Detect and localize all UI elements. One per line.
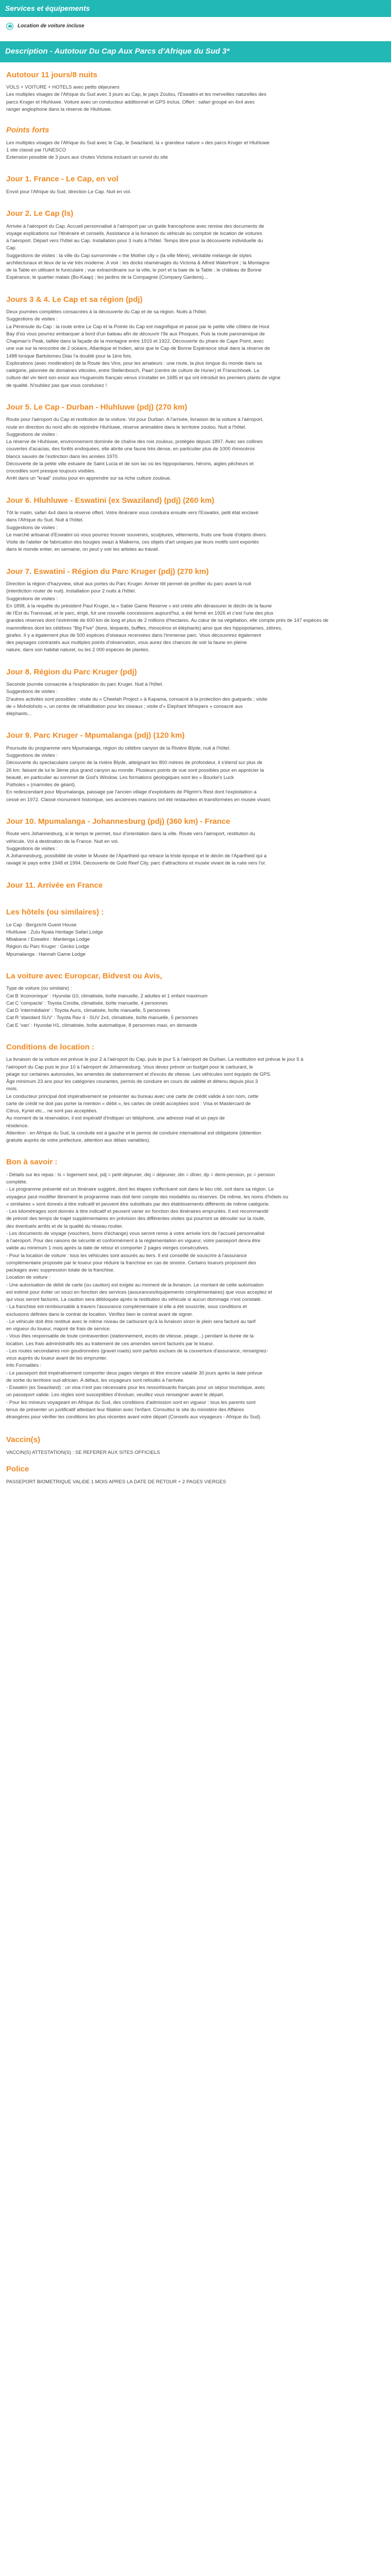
- day-line: de qualité. N'oubliez pas que vous conduisez !: [6, 382, 107, 388]
- day-line: Potholes » (marmites de géant).: [6, 782, 76, 788]
- tip-line: - Les documents de voyage (vouchers, bons d'échange) vous seront remis à votre arrivée lors de l'accueil personnalisé: [6, 1230, 265, 1236]
- tip-line: complémentaire proposée par le loueur pour réduire la franchise en cas de sinistre. Certains loueurs proposent des: [6, 1260, 256, 1266]
- day-lines: [6, 223, 385, 282]
- intro-line: parcs Kruger et Hluhluwe. Voiture avec un conducteur additionnel et GPS inclus. Offert : safari groupé en 4x4 avec: [6, 99, 255, 105]
- tip-line: - Détails sur les repas : ls = logement seul, pdj = petit déjeuner, dej = déjeuner, din = dîner, dp = demi-pension, pc = pension: [6, 1172, 275, 1178]
- day-line: Chapman's Peak, taillée dans la façade de la montagne entre 1915 et 1922. Découverte du phare de Cape Point, avec: [6, 338, 264, 344]
- day-line: Suggestions de visites :: [6, 316, 58, 323]
- day-title: Jour 6. Hluhluwe - Eswatini (ex Swaziland) (pdj) (260 km): [6, 496, 215, 505]
- car-icon: [6, 23, 13, 30]
- day-line: de la Table en utilisant le funiculaire ; vue extraordinaire sur la ville, le port et la baie de la Table ; le château de Bonne: [6, 267, 262, 273]
- day-line: cessé en 1972. Classé monument historique, ses anciennes maisons ont été restaurées et transformées en musée vivant.: [6, 796, 271, 803]
- day-lines: [6, 189, 385, 196]
- tip-line: Info Formalités :: [6, 1363, 42, 1369]
- points-lines: [6, 140, 385, 162]
- tip-line: étrangères pour vérifier les conditions les plus récentes avant votre départ (Conseils aux voyageurs - Afrique du Sud).: [6, 1414, 262, 1420]
- hotel-line: Mbabane / Eswatini : Mantenga Lodge: [6, 937, 90, 942]
- day-block: [6, 730, 385, 804]
- day-line: Route vers Johannesburg, si le temps le permet, tour d'orientation dans la ville. Route vers l'aéroport, restitution du: [6, 831, 255, 837]
- day-block: [6, 667, 385, 718]
- tip-line: de sortie du territoire sud-africain. A défaut, les voyageurs sont refoulés à l'arrivée.: [6, 1377, 185, 1383]
- day-line: Suggestions de visites : la ville du Cap surnommée « the Mother city » (la ville Mère), véritable mélange de styles: [6, 252, 252, 259]
- day-line: dans le monde entier, en semaine, on peut y voir les artistes au travail.: [6, 547, 159, 553]
- day-line: A Johannesburg, possibilité de visiter le Musée de l'Apartheid qui retrace la triste époque et le déclin de l'Apartheid qui a: [6, 853, 267, 859]
- day-block: [6, 174, 385, 196]
- hotels-section: [0, 907, 391, 958]
- tip-line: tenus de présenter un justificatif attestant leur filiation avec l'enfant. Consultez le site du ministère des Affaires: [6, 1406, 245, 1413]
- hotels-list: [6, 922, 385, 958]
- points-line: 1 site classé par l'UNESCO: [6, 147, 66, 153]
- day-line: Visite de l'atelier de fabrication des bougies swazi à Malkerns, ces objets d'art uniques par leurs motifs sont exportés: [6, 539, 259, 545]
- days-section: [0, 174, 391, 891]
- day-line: couvertes d'acacias, des forêts endoquées, elle abrite une faune très dense, en particulier plus de 1000 rhinocéros: [6, 446, 255, 452]
- day-line: de « Moholoholo », un centre de réhabilitation pour les oiseaux ; visite d'« Elephant Whispers » consacré aux: [6, 703, 243, 709]
- day-line: crocodiles sont presque toujours visibles.: [6, 468, 96, 474]
- car-line: Cat C 'compacte' : Toyota Corolla, climatisée, boîte manuelle, 4 personnes: [6, 1000, 168, 1006]
- day-line: dans l'Afrique du Sud. Nuit à l'hôtel.: [6, 517, 84, 523]
- hotel-line: Le Cap : Bergzicht Guest House: [6, 922, 77, 928]
- tip-line: - Une autorisation de débit de carte (ou caution) est exigée au moment de la livraison. Le montant de cette autorisation: [6, 1282, 264, 1288]
- condition-line: La livraison de la voiture est prévue le jour 2 à l'aéroport du Cap, puis le jour 5 à l'aéroport de Durban. La restitution est prévue le jour 5 à: [6, 1057, 304, 1063]
- day-line: des paysages contrastés aux multiples points d'observation, vous aurez des chances de voir la faune en pleine: [6, 640, 247, 646]
- conditions-title: Conditions de location :: [6, 1042, 94, 1052]
- services-banner: [0, 0, 391, 17]
- day-lines: [6, 681, 385, 718]
- condition-line: l'aéroport du Cap puis le jour 10 à l'aéroport de Johannesburg. Vous devez prévoir un budget pour le carburant, le: [6, 1064, 253, 1070]
- day-line: Direction la région d'hazyview, situé aux portes du Parc Kruger. Arriver tôt permet de profiter du parc avant la nuit: [6, 581, 251, 587]
- day-line: Suggestions de visites :: [6, 431, 58, 437]
- day-line: Tôt le matin, safari 4x4 dans la réserve offert. Votre itinéraire vous conduira ensuite vers l'Eswatini, petit état enclavé: [6, 510, 259, 516]
- tips-title: Bon à savoir :: [6, 1158, 58, 1167]
- day-block: [6, 880, 385, 892]
- intro-line: ranger anglophone dans la réserve de Hluhluwe.: [6, 106, 112, 112]
- tip-line: - La franchise est remboursable à travers l'assurance complémentaire si elle a été souscrite, sous conditions et: [6, 1304, 247, 1310]
- description-title: Description - Autotour Du Cap Aux Parcs d'Afrique du Sud 3*: [5, 47, 230, 56]
- day-line: catégorie, jalonnée de domaines viticoles, entre Stellenbosch, Paarl (centre de culture de Huner) et Franschhoek. La: [6, 368, 259, 374]
- day-line: Espérance, le quartier malais (Bo-Kaap) ; les jardins de la Compagnie (Company Gardens)...: [6, 275, 208, 281]
- tip-line: des éventuels arrêts et de la qualité du réseau routier.: [6, 1223, 123, 1229]
- tip-line: packages avec suppression totale de la franchise.: [6, 1267, 115, 1273]
- car-line: Cat E 'van' : Hyundai H1, climatisée, boîte automatique, 8 personnes maxi, en demande: [6, 1022, 198, 1028]
- day-lines: [6, 581, 385, 654]
- hotel-line: Région du Parc Kruger : Gecko Lodge: [6, 944, 90, 950]
- tip-line: en vigueur du loueur, majoré de frais de service.: [6, 1326, 111, 1332]
- tip-line: - Pour la location de voiture : tous les véhicules sont assurés au tiers. Il est conseillé de souscrire à l'assurance: [6, 1252, 247, 1259]
- condition-line: Âge minimum 23 ans pour les catégories courantes, permis de conduire en cours de validité et détenu depuis plus 3: [6, 1079, 258, 1084]
- condition-line: mois.: [6, 1086, 18, 1092]
- condition-line: péage sur certaines autoroutes, les amendes de stationnement et d'excès de vitesse. Les véhicules sont équipés de GPS.: [6, 1071, 272, 1077]
- day-block: [6, 402, 385, 483]
- tip-line: à l'aéroport. Pour des raisons de sécurité et conformément à la réglementation en vigueur, votre passeport devra être: [6, 1238, 260, 1244]
- day-title: Jour 11. Arrivée en France: [6, 880, 103, 890]
- tips-section: [0, 1157, 391, 1421]
- tip-line: - Le véhicule doit être restitué avec le même niveau de carburant qu'à la livraison sinon le plein sera facturé au tarif: [6, 1318, 256, 1325]
- tip-line: location. Les frais administratifs liés au traitement de ces amendes seront facturés par le loueur.: [6, 1341, 214, 1347]
- day-line: La réserve de Hluhluwe, environnement dominée de chaîne des rois zoulous, protégée depuis 1897. Avec ses collines: [6, 439, 263, 445]
- condition-line: Au moment de la réservation, il est impératif d'indiquer un téléphone, une adresse mail et un pays de: [6, 1115, 225, 1122]
- day-line: D'autres activités sont possibles : visite du « Cheetah Project » à Kapama, consacré à la protection des guépards ; visite: [6, 696, 268, 702]
- tip-line: qui vous seront facturés. La caution sera débloquée après la restitution du véhicule si aucun dommage n'est constaté.: [6, 1297, 262, 1302]
- hotel-line: Hluhluwe : Zulu Nyala Heritage Safari Lodge: [6, 929, 103, 935]
- location-included: [0, 20, 391, 38]
- day-block: [6, 208, 385, 282]
- police-text: PASSEPORT BIOMETRIQUE VALIDE 1 MOIS APRES LA DATE DE RETOUR + 2 PAGES VIERGES: [6, 1479, 226, 1485]
- condition-line: Citrus, Kyriel etc... ne sont pas acceptées.: [6, 1108, 98, 1114]
- day-line: girafes. Il y a également plus de 500 espèces d'oiseaux recensées dans l'immense parc. Vous découvrirez également: [6, 632, 262, 638]
- tip-line: exclusions définies dans le contrat de location. Vérifiez bien le contrat avant de signer.: [6, 1311, 193, 1317]
- day-line: blancs sauvés de l'extinction dans les années 1970.: [6, 453, 119, 460]
- intro-section: [0, 70, 391, 162]
- tip-line: est estimé pour éviter un souci en fonction des services (assurances/équipements complémentaires) que vous acceptez et: [6, 1289, 272, 1295]
- condition-line: carte de crédit ne doit pas porter la mention « débit », les cartes de crédit acceptées sont : Visa et Mastercard de: [6, 1100, 251, 1107]
- day-line: 26 km. faisant de lui le 3ème plus grand canyon au monde. Plusieurs points de vue sont possibles pour en apprécier la: [6, 767, 264, 773]
- day-line: Explorations (avec modération) de la Route des Vins, pour les amateurs : une route, la plus longue du monde dans sa: [6, 360, 262, 366]
- day-line: Suggestions de visites :: [6, 524, 58, 531]
- condition-line: Le conducteur principal doit impérativement se présenter au bureau avec une carte de crédit valide à son nom, cette: [6, 1093, 259, 1099]
- tips-lines: [6, 1172, 385, 1421]
- day-line: Envol pour l'Afrique du Sud, direction Le Cap. Nuit en vol.: [6, 189, 132, 195]
- vaccines-section: [0, 1434, 391, 1456]
- day-line: (interdiction router de nuit). Installation pour 2 nuits à l'hôtel.: [6, 588, 136, 595]
- day-title: Jour 7. Eswatini - Région du Parc Kruger (pdj) (270 km): [6, 567, 209, 576]
- day-line: beauté, en particulier au sommet de God's Window. Les formations géologiques sont les « Bourke's Luck: [6, 774, 234, 781]
- day-line: route en direction du nord afin de rejoindre Hluhluwe, réserve animalière dans le territoire zoulou. Nuit à l'hôtel.: [6, 424, 247, 430]
- day-line: 1488 lorsque Bartolomeu Dias l'a doublé pour la 1ère fois.: [6, 353, 133, 359]
- hotels-title: Les hôtels (ou similaires) :: [6, 908, 104, 917]
- car-line: Cat B 'économique' : Hyundai i10, climatisée, boîte manuelle, 2 adultes et 1 enfant maximum: [6, 993, 208, 999]
- tip-line: - Eswatini (ex Swaziland) : un visa n'est pas nécessaire pour les ressortissants français pour un séjour touristique, avec: [6, 1385, 265, 1391]
- day-line: Suggestions de visites :: [6, 753, 58, 758]
- day-title: Jour 5. Le Cap - Durban - Hluhluwe (pdj) (270 km): [6, 402, 187, 412]
- day-line: véhicule. Vol à destination de la France. Nuit en vol.: [6, 838, 119, 844]
- day-line: mammifères dont les célèbres "Big Five" (lions, léopards, buffles, rhinocéros et éléphants) ainsi que des hippopotames, zèbres,: [6, 625, 283, 631]
- tip-line: - Le programme présenté est un itinéraire suggéré, dont les étapes s'effectuent soit dans le lieu cité, soit dans sa région. Le: [6, 1187, 274, 1193]
- day-line: Découverte de la petite ville estuaire de Saint Lucia et de son lac où les hippopotames, hérons, aigles pêcheurs et: [6, 461, 254, 467]
- day-line: Cap.: [6, 245, 17, 251]
- tip-line: « similaires » sont donnés à titre indicatif et peuvent être substitués par des établissements différents de même catégorie.: [6, 1201, 270, 1207]
- day-block: [6, 294, 385, 389]
- day-line: culture del vin tient son essor aux Huguenots français venus s'installer en 1685 et qui ont introduit les premiers plants de vigne: [6, 375, 281, 381]
- day-line: Poursuite du programme vers Mpumalanga, région du célèbre canyon de la Rivière Blyde, nuit à l'hôtel.: [6, 745, 231, 751]
- day-block: [6, 566, 385, 654]
- day-line: En redescendant pour Mpumalanga, passage par l'ancien village d'exploitants de Pilgrim's Rest dont l'exploitation a: [6, 789, 257, 795]
- day-line: Suggestions de visites :: [6, 845, 58, 852]
- day-line: Bay d'où vous pourrez embarquer à bord d'un bateau afin de découvrir l'île aux Phoques. Puis la route panoramique de: [6, 331, 265, 337]
- location-label: Location de voiture incluse: [18, 23, 85, 29]
- points-line: Extension possible de 3 jours aux chutes Victoria incluant un survol du site: [6, 155, 168, 160]
- car-line: Cat D 'intermédiaire' : Toyota Auris, climatisée, boîte manuelle, 5 personnes: [6, 1008, 170, 1013]
- conditions-lines: [6, 1056, 385, 1144]
- points-line: Les multiples visages de l'Afrique du Sud avec le Cap, le Swaziland, la « grandeur nature » des parcs Kruger et Hluhluwe: [6, 140, 270, 146]
- vaccines-title: Vaccin(s): [6, 1435, 40, 1445]
- day-line: grandes réserves dont l'extrémité de 600 km de long et plus de 2 millions d'hectares. Au cœur de sa végétation, elle compte près de 147 espèces de: [6, 618, 329, 624]
- intro-line: Les multiples visages de l'Afrique du Sud avec 3 jours au Cap, le pays Zoulou, l'Eswatini et les merveilles naturelles des: [6, 92, 267, 98]
- day-line: Deux journées complètes consacrées à la découverte du Cap et de sa région. Nuits à l'hôtel.: [6, 309, 207, 315]
- tip-line: vous auprès du loueur avant de les emprunter.: [6, 1355, 107, 1361]
- day-title: Jour 8. Région du Parc Kruger (pdj): [6, 667, 137, 676]
- tip-line: de prévoir des temps de trajet supplémentaires en prévision des différentes visites qui pourront se dérouler sur la route,: [6, 1216, 266, 1222]
- tip-line: voyageur peut modifier librement le programme mais doit tenir compte des modalités ou réserves. De même, les noms d'hôtels ou: [6, 1194, 288, 1200]
- cars-section: [0, 971, 391, 1029]
- tip-line: valide au minimum 1 mois après la date de retour et comporter 2 pages vierges consécutives.: [6, 1245, 209, 1251]
- points-title: Points forts: [6, 126, 50, 134]
- day-line: Le marché artisanal d'Eswatini où vous pourrez trouver souvenirs, sculptures, vêtements, fruits une foule d'objets divers.: [6, 532, 267, 538]
- day-line: Découverte du spectaculaire canyon de la rivière Blyde, atteignant les 800 mètres de profondeur, il s'étend sur plus de: [6, 760, 263, 766]
- day-line: éléphants...: [6, 711, 32, 717]
- car-line: Cat R 'standard SUV' : Toyota Rav 4 - SUV 2x4, climatisée, boîte manuelle, 5 personnes: [6, 1015, 198, 1021]
- day-line: architecturaux et lieux de la vie très moderne. A voir : les docks réaménagés du Victoria & Alfred Waterfront ; la Montagne: [6, 260, 270, 266]
- day-line: Arrêt dans un "kraal" zoulou pour en apprendre sur sa riche culture zouloue.: [6, 476, 171, 482]
- day-title: Jours 3 & 4. Le Cap et sa région (pdj): [6, 295, 143, 304]
- tip-line: - Les routes secondaires non goudronnées (gravel roads) sont parfois exclues de la couverture d'assurance, renseignez-: [6, 1348, 268, 1354]
- day-line: Suggestions de visites :: [6, 689, 58, 695]
- day-title: Jour 9. Parc Kruger - Mpumalanga (pdj) (120 km): [6, 731, 185, 740]
- police-title: Police: [6, 1465, 29, 1473]
- intro-line: VOLS + VOITURE + HOTELS avec petits déjeuners: [6, 84, 120, 90]
- police-section: [0, 1464, 391, 1486]
- day-lines: [6, 416, 385, 482]
- day-line: Arrivée à l'aéroport du Cap. Accueil personnalisé à l'aéroport par un guide francophone avec remise des documents de: [6, 223, 265, 229]
- tip-line: - Pour les mineurs voyageant en Afrique du Sud, des conditions d'admission sont en vigueur : tous les parents sont: [6, 1399, 256, 1405]
- day-line: nature, dans son habitat naturel, ou les 2 000 espèces de plantes.: [6, 647, 150, 653]
- hotel-line: Mpumalanga : Hannah Game Lodge: [6, 951, 86, 957]
- day-block: [6, 495, 385, 554]
- cars-list: [6, 985, 385, 1029]
- car-line: Type de voiture (ou similaire) :: [6, 986, 72, 992]
- description-banner: [0, 41, 391, 62]
- vaccines-text: VACCIN(S) ATTESTATION(S) : SE REFERER AUX SITES OFFICIELS: [6, 1449, 160, 1455]
- conditions-section: [0, 1042, 391, 1145]
- condition-line: gratuite auprès de votre préfecture, attention aux délais variables).: [6, 1138, 151, 1143]
- tip-line: un passeport valide. Les règles sont susceptibles d'évoluer, veuillez vous renseigner avant le départ.: [6, 1392, 224, 1398]
- day-line: ravagé le pays entre 1948 et 1994. Découverte de Gold Reef City, parc d'attractions et musée vivant de la ruée vers l'or.: [6, 860, 267, 867]
- tip-line: complète.: [6, 1179, 28, 1185]
- day-line: Route pour l'aéroport du Cap et restitution de ta voiture. Vol pour Durban. A l'arrivée, livraison de la voiture à l'aéroport,: [6, 417, 264, 423]
- condition-line: Attention : en Afrique du Sud, la conduite est à gauche et le permis de conduire international est obligatoire (obtention: [6, 1130, 262, 1136]
- day-title: Jour 2. Le Cap (ls): [6, 209, 74, 218]
- day-lines: [6, 831, 385, 867]
- day-line: Seconde journée consacrée à l'exploration du parc Kruger. Nuit à l'hôtel.: [6, 682, 164, 687]
- intro-lines: [6, 84, 385, 113]
- tip-line: - Vous êtes responsable de toute contravention (stationnement, excès de vitesse, péage...) pendant la durée de la: [6, 1333, 254, 1340]
- cars-title: La voiture avec Europcar, Bidvest ou Avis,: [6, 971, 162, 980]
- tip-line: - Le passeport doit impérativement comporter deux pages vierges et être encore valable 30 jours après la date prévue: [6, 1370, 263, 1376]
- tip-line: Location de voiture :: [6, 1275, 51, 1281]
- day-title: Jour 10. Mpumalanga - Johannesburg (pdj) (360 km) - France: [6, 817, 231, 826]
- day-line: En 1898, à la requête du président Paul Kruger, la « Sabie Game Reserve » est créée afin dérassurer le déclin de la faune: [6, 603, 272, 609]
- day-lines: [6, 309, 385, 389]
- day-line: à l'aéroport. Départ vers l'hôtel au Cap. Installation pour 3 nuits à l'hôtel. Temps libre pour la découverte individuelle du: [6, 238, 263, 244]
- day-block: [6, 816, 385, 868]
- day-line: Suggestions de visites :: [6, 596, 58, 602]
- day-lines: [6, 510, 385, 554]
- day-line: de l'Est du Transvaal, et le parc, érigé, fut une nouvelle concessions aujourd'hui, a été fermé en 1926 et c'est l'une des plus: [6, 611, 273, 616]
- condition-line: résidence.: [6, 1123, 29, 1129]
- day-line: une vue sur la rencontre de 2 océans, Atlantique et Indien, ainsi que le Cap de Bonne Espérance situé dans la réserve de: [6, 346, 270, 352]
- tip-line: - Les kilométrages sont donnés à titre indicatif et peuvent varier en fonction des itinéraires empruntés. Il est recommandé: [6, 1209, 269, 1214]
- day-line: voyage explications sur l'itinéraire et conseils. Assistance à la livraison du véhicule au comptoir de location de voitures: [6, 230, 263, 236]
- services-title: Services et équipements: [5, 4, 90, 12]
- intro-title: Autotour 11 jours/8 nuits: [6, 70, 97, 79]
- day-lines: [6, 745, 385, 804]
- day-line: La Péninsule du Cap : la route entre Le Cap et la Pointe du Cap est magnifique et passe par le petite ville côtière de Hout: [6, 324, 270, 330]
- day-title: Jour 1. France - Le Cap, en vol: [6, 175, 119, 184]
